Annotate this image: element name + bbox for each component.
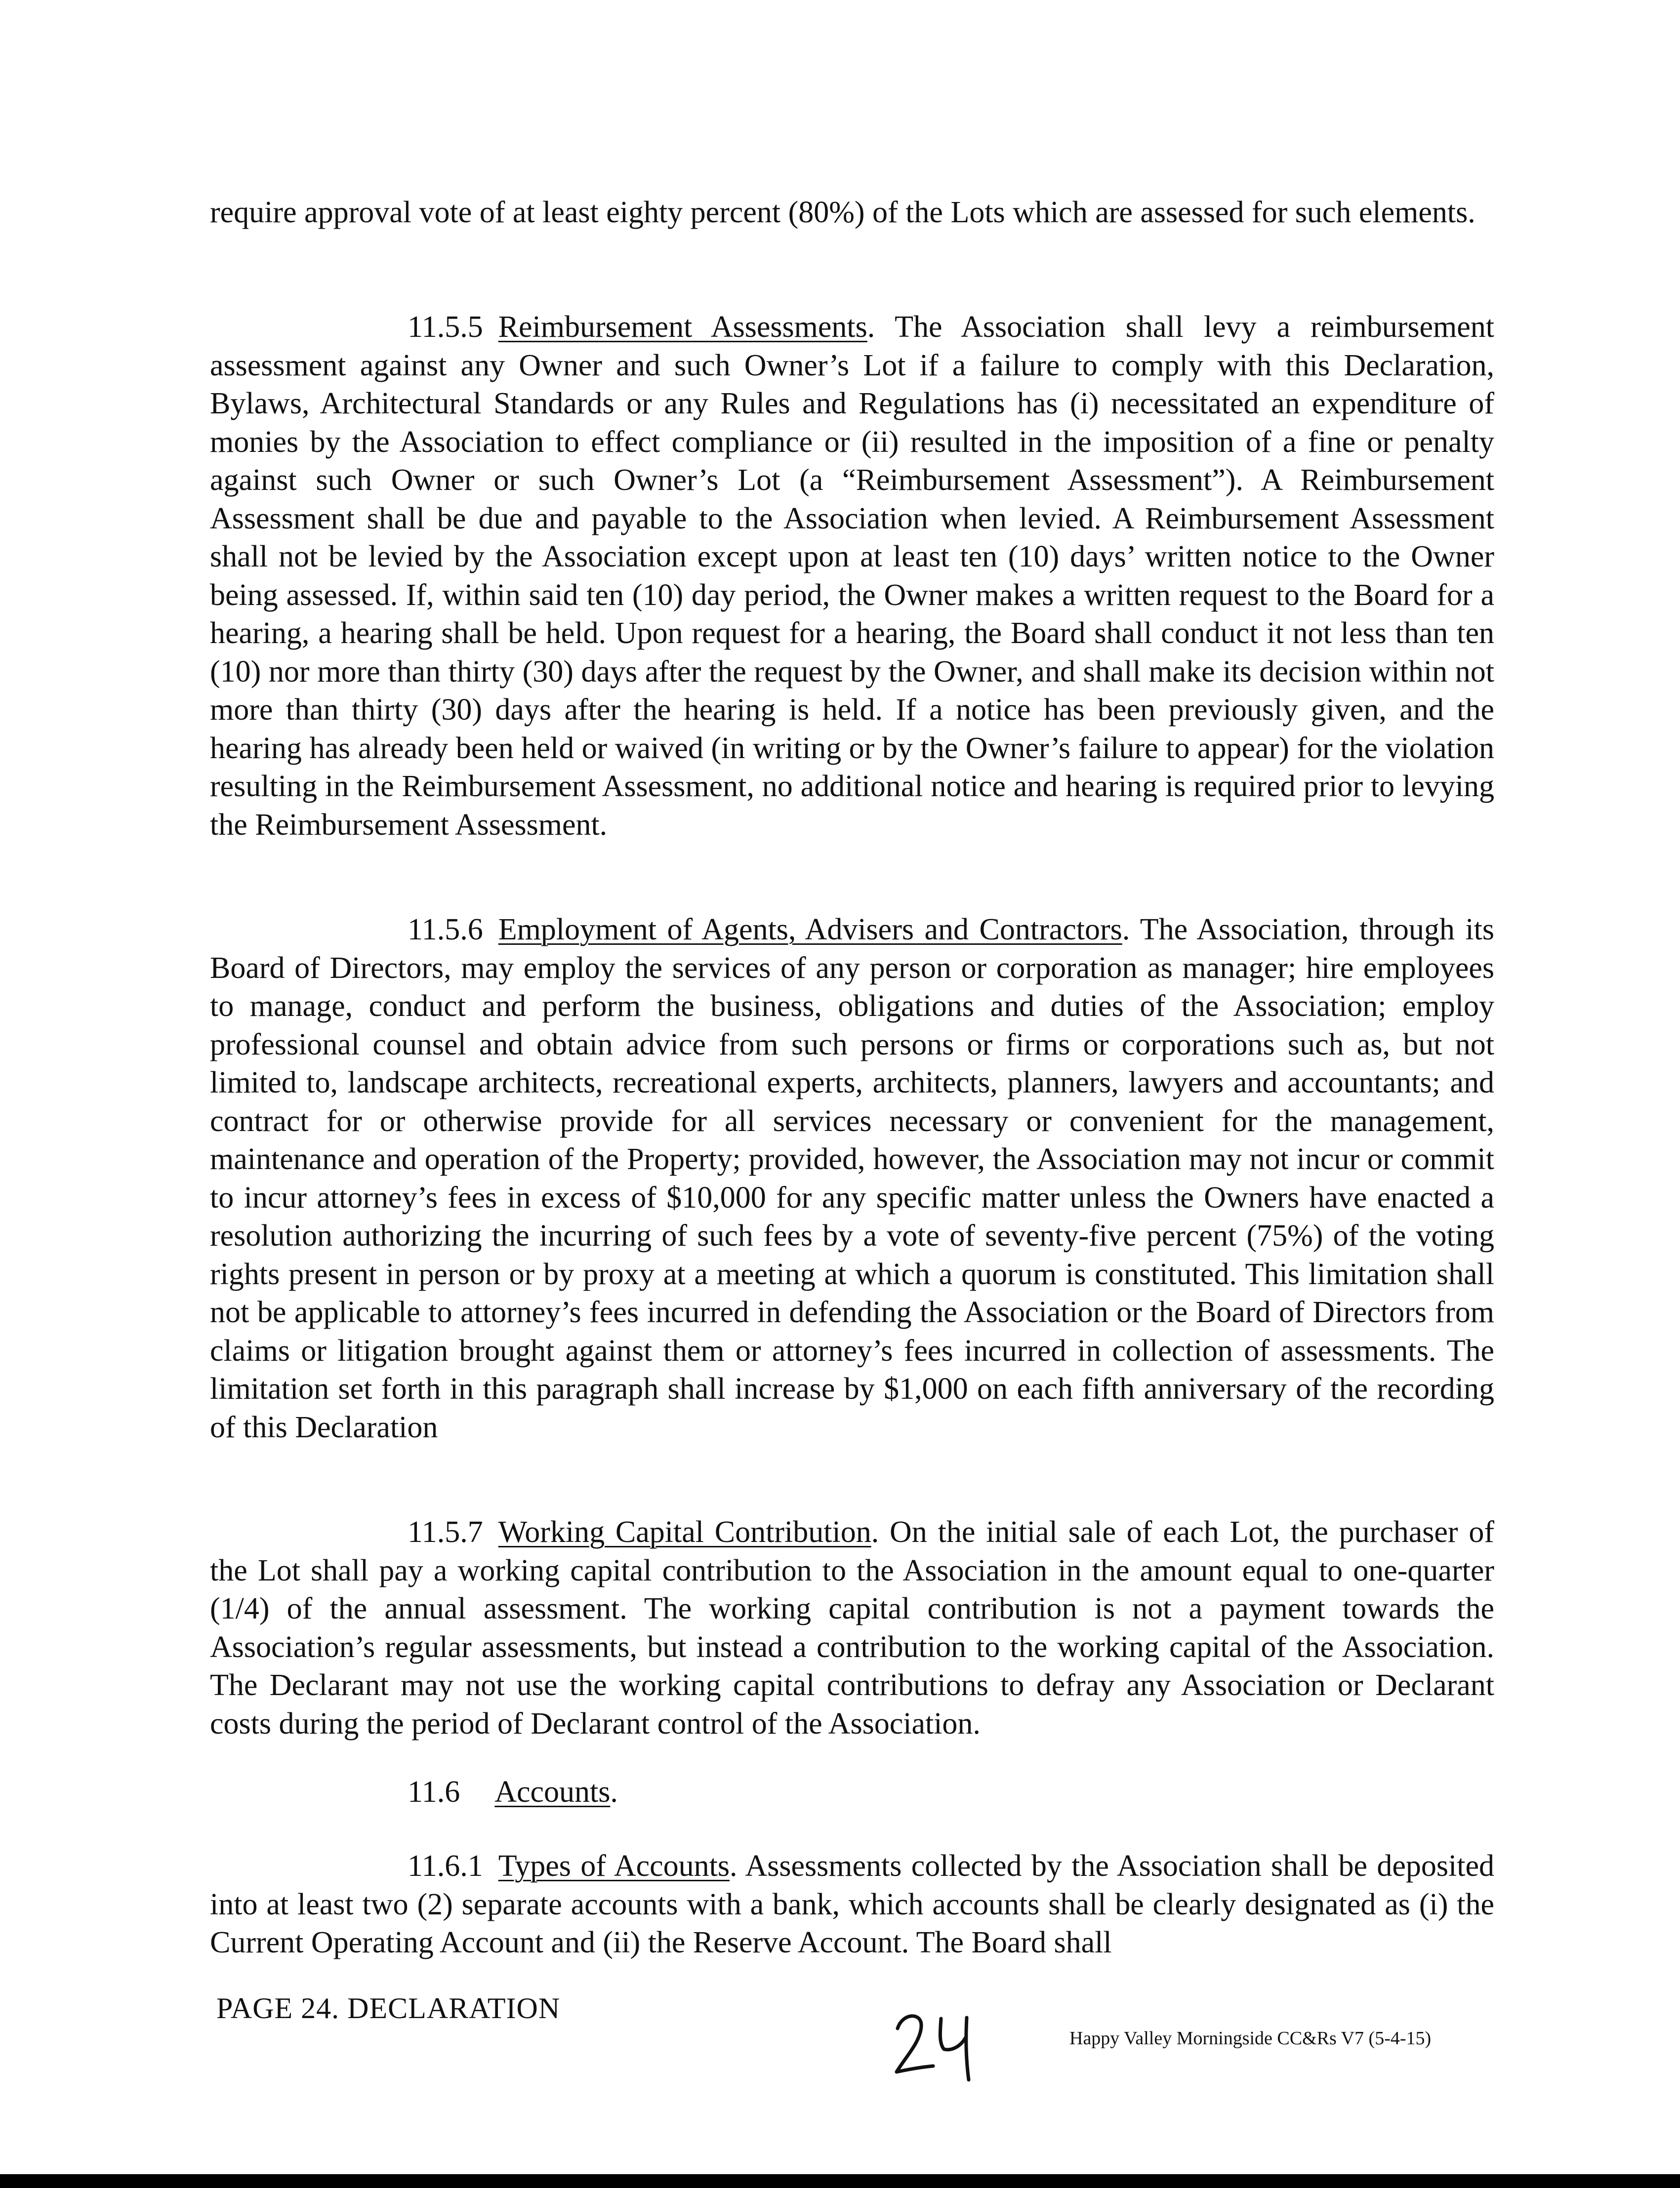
section-11-5-7	[210, 1513, 1494, 1743]
section-title: Working Capital Contribution	[498, 1515, 871, 1549]
section-11-6-heading	[408, 1773, 618, 1812]
section-title: Accounts	[494, 1775, 611, 1809]
intro-text: require approval vote of at least eighty percent (80%) of the Lots which are assessed for such elements.	[210, 196, 1475, 229]
section-title: Reimbursement Assessments	[498, 310, 867, 344]
section-number: 11.5.5	[408, 310, 483, 344]
section-title: Employment of Agents, Advisers and Contractors	[498, 913, 1122, 946]
section-body: . The Association shall levy a reimbursement assessment against any Owner and such Owner’s Lot if a failure to comply with this Declaration, Bylaws, Architectural Standards or any Rules and Regulations has (i) necessitated an expenditure of monies by the Association to effect compliance or (ii) resulted in the imposition of a fine or penalty against such Owner or such Owner’s Lot (a “Reimbursement Assessment”). A Reimbursement Assessment shall be due and payable to the Association when levied. A Reimbursement Assessment shall not be levied by the Association except upon at least ten (10) days’ written notice to the Owner being assessed. If, within said ten (10) day period, the Owner makes a written request to the Board for a hearing, a hearing shall be held. Upon request for a hearing, the Board shall conduct it not less than ten (10) nor more than thirty (30) days after the request by the Owner, and shall make its decision within not more than thirty (30) days after the hearing is held. If a notice has been previously given, and the hearing has already been held or waived (in writing or by the Owner’s failure to appear) for the violation resulting in the Reimbursement Assessment, no additional notice and hearing is required prior to levying the Reimbursement Assessment.	[210, 310, 1494, 842]
section-11-5-6-paragraph	[210, 911, 1494, 1447]
section-11-6-1-paragraph	[210, 1847, 1494, 1962]
footer-document-reference: Happy Valley Morningside CC&Rs V7 (5-4-15)	[1069, 2028, 1432, 2049]
section-title: Types of Accounts	[498, 1849, 730, 1883]
footer-page-label: PAGE 24. DECLARATION	[216, 1992, 561, 2025]
section-suffix: .	[610, 1775, 618, 1809]
section-11-5-7-paragraph	[210, 1513, 1494, 1743]
section-11-5-5-paragraph	[210, 308, 1494, 844]
section-number: 11.5.6	[408, 913, 483, 946]
handwritten-page-number	[892, 1998, 976, 2082]
section-11-6-1	[210, 1847, 1494, 1962]
section-number: 11.6	[408, 1775, 460, 1809]
section-number: 11.5.7	[408, 1515, 483, 1549]
section-11-5-6	[210, 911, 1494, 1447]
section-body: . On the initial sale of each Lot, the purchaser of the Lot shall pay a working capital contribution to the Association in the amount equal to one-quarter (1/4) of the annual assessment. The working capital contribution is not a payment towards the Association’s regular assessments, but instead a contribution to the working capital of the Association. The Declarant may not use the working capital contributions to defray any Association or Declarant costs during the period of Declarant control of the Association.	[210, 1515, 1494, 1741]
section-11-5-5	[210, 308, 1494, 844]
section-body: . Assessments collected by the Association shall be deposited into at least two (2) separate accounts with a bank, which accounts shall be clearly designated as (i) the Current Operating Account and (ii) the Reserve Account. The Board shall	[210, 1849, 1494, 1959]
intro-paragraph	[210, 194, 1494, 232]
scan-bottom-border	[0, 2174, 1680, 2188]
section-number: 11.6.1	[408, 1849, 483, 1883]
section-body: . The Association, through its Board of Directors, may employ the services of any person or corporation as manager; hire employees to manage, conduct and perform the business, obligations and duties of the Association; employ professional counsel and obtain advice from such persons or firms or corporations such as, but not limited to, landscape architects, recreational experts, architects, planners, lawyers and accountants; and contract for or otherwise provide for all services necessary or convenient for the management, maintenance and operation of the Property; provided, however, the Association may not incur or commit to incur attorney’s fees in excess of $10,000 for any specific matter unless the Owners have enacted a resolution authorizing the incurring of such fees by a vote of seventy-five percent (75%) of the voting rights present in person or by proxy at a meeting at which a quorum is constituted. This limitation shall not be applicable to attorney’s fees incurred in defending the Association or the Board of Directors from claims or litigation brought against them or attorney’s fees incurred in collection of assessments. The limitation set forth in this paragraph shall increase by $1,000 on each fifth anniversary of the recording of this Declaration	[210, 913, 1495, 1444]
